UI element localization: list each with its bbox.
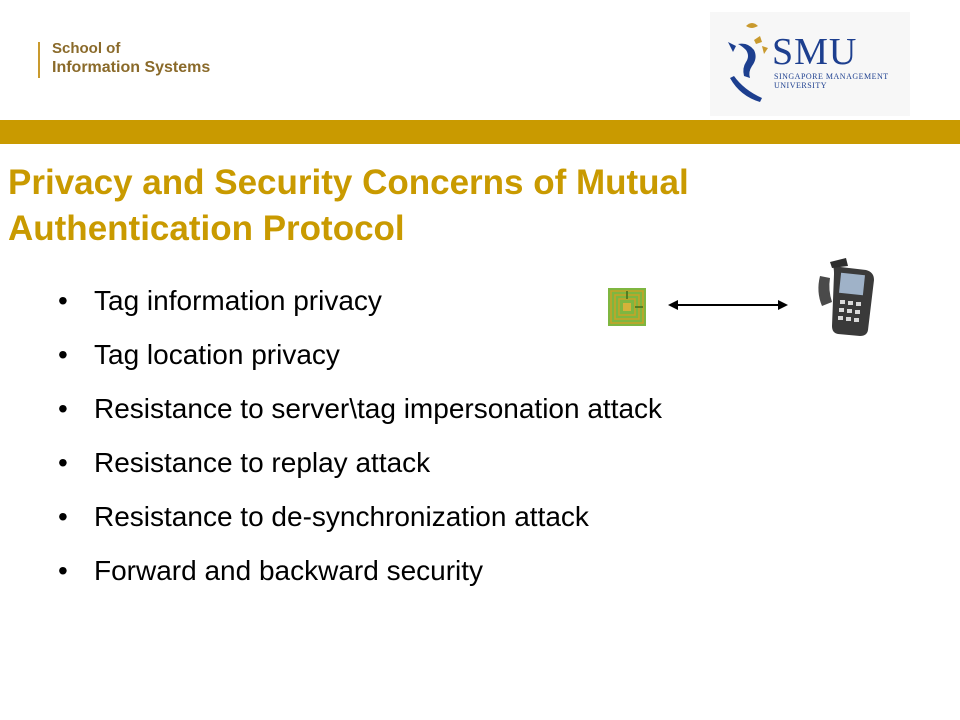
logo-subtitle-line1: SINGAPORE MANAGEMENT (774, 72, 889, 81)
logo-subtitle-line2: UNIVERSITY (774, 81, 827, 90)
bullet-text: Tag location privacy (94, 339, 340, 370)
bullet-text: Resistance to replay attack (94, 447, 431, 478)
handheld-reader-icon (812, 258, 884, 336)
header-divider (38, 42, 40, 78)
bullet-text: Tag information privacy (94, 285, 382, 316)
bullet-item (58, 386, 662, 440)
bullet-list (58, 278, 662, 602)
school-name-line2: Information Systems (52, 59, 211, 76)
bullet-text: Forward and backward security (94, 555, 484, 586)
slide-title-line2: Authentication Protocol (8, 209, 405, 248)
slide-title-line1: Privacy and Security Concerns of Mutual (8, 163, 689, 202)
logo-wordmark: SMU (772, 31, 858, 73)
bullet-text: Resistance to de-synchronization attack (94, 501, 589, 532)
bullet-dot: • (58, 339, 68, 370)
bullet-item (58, 278, 662, 332)
smu-crest-icon (724, 20, 772, 104)
bullet-dot: • (58, 447, 68, 478)
bullet-dot: • (58, 555, 68, 586)
bullet-text: Resistance to server\tag impersonation attack (94, 393, 663, 424)
bullet-dot: • (58, 501, 68, 532)
bullet-item (58, 494, 662, 548)
school-name-line1: School of (52, 40, 121, 57)
double-arrow-icon (668, 295, 788, 315)
bullet-dot: • (58, 285, 68, 316)
bullet-item (58, 548, 662, 602)
rfid-tag-icon (608, 288, 646, 326)
header-band (0, 120, 960, 144)
slide-title (8, 160, 908, 252)
bullet-item (58, 440, 662, 494)
bullet-item (58, 332, 662, 386)
bullet-dot: • (58, 393, 68, 424)
